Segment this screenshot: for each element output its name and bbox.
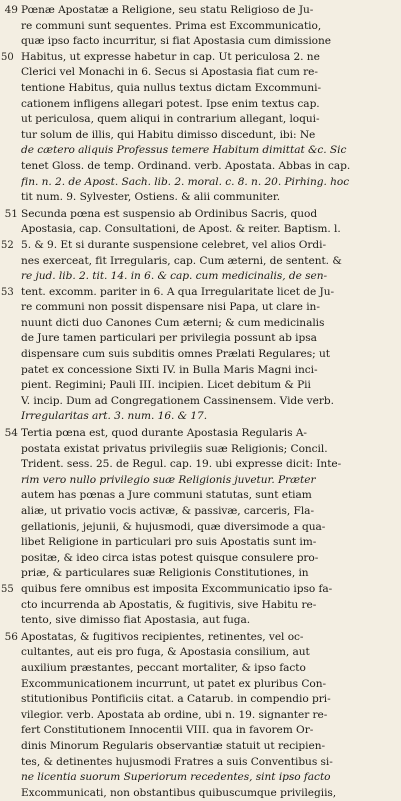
paragraph-4 — [0, 630, 395, 801]
text-line: libet Religione in particulari pro suis Apostatis sunt im- — [21, 536, 317, 549]
text-line: nes exerceat, fit Irregularis, cap. Cum æterni, de sentent. & — [21, 254, 342, 267]
paragraph-2 — [0, 207, 395, 425]
text-line: tenet Gloss. de temp. Ordinand. verb. Apostata. Abbas in cap. — [21, 159, 351, 172]
paragraph-3 — [0, 426, 395, 629]
text-line: cationem infligens allegari potest. Ipse enim textus cap. — [21, 97, 320, 110]
paragraph-3-text — [21, 426, 395, 629]
text-line: Apostatas, & fugitivos recipientes, retinentes, vel oc- — [21, 630, 304, 643]
text-line: 5. & 9. Et si durante suspensione celebret, vel alios Ordi- — [21, 238, 327, 251]
text-line: tentione Habitus, quia nullus textus dictam Excommuni- — [21, 81, 322, 94]
text-line: positæ, & ideo circa istas potest quisque consulere pro- — [21, 551, 319, 564]
text-line: dispensare cum suis subditis omnes Prælati Regulares; ut — [21, 348, 330, 361]
text-line: fin. n. 2. de Apost. Sach. lib. 2. moral. c. 8. n. 20. Pirhing. hoc — [21, 175, 350, 188]
text-line: vilegior. verb. Apostata ab ordine, ubi n. 19. signanter re- — [21, 708, 328, 721]
text-line: cto incurrenda ab Apostatis, & fugitivis, sive Habitu re- — [21, 598, 317, 611]
text-line: Trident. sess. 25. de Regul. cap. 19. ubi expresse dicit: Inte- — [21, 458, 342, 471]
text-line: quibus fere omnibus est imposita Excommunicatio ipso fa- — [21, 582, 333, 595]
text-line: ut periculosa, quem aliqui in contrarium allegant, loqui- — [21, 113, 320, 126]
text-line: aliæ, ut privatio vocis activæ, & passivæ, carceris, Fla- — [21, 505, 314, 517]
text-line: de cætero aliquis Professus temere Habitum dimittat &c. Sic — [21, 144, 347, 157]
margin-number: 55 — [1, 583, 14, 595]
text-line: fert Constitutionem Innocentii VIII. qua in favorem Or- — [21, 724, 314, 737]
margin-number: 53 — [1, 286, 14, 298]
text-line: Pœnæ Apostatæ a Religione, seu statu Religioso de Ju- — [21, 4, 314, 16]
text-line: gellationis, jejunii, & hujusmodi, quæ diversimode a qua- — [21, 520, 326, 533]
text-line: Excommunicationem incurrunt, ut patet ex pluribus Con- — [21, 677, 327, 690]
text-line: dinis Minorum Regularis observantiæ statuit ut recipien- — [21, 739, 326, 752]
paragraph-2-text — [21, 207, 395, 425]
text-line: rim vero nullo privilegio suæ Religionis juvetur. Præter — [21, 473, 316, 486]
text-line: Excommunicati, non obstantibus quibuscumque privilegiis, — [21, 786, 337, 799]
text-line: nuunt dicti duo Canones Cum æterni; & cum medicinalis — [21, 316, 325, 329]
text-line: ne licentia suorum Superiorum recedentes, sint ipso facto — [21, 771, 331, 784]
text-line: Tertia pœna est, quod durante Apostasia Regularis A- — [21, 427, 307, 440]
text-line: auxilium præstantes, peccant mortaliter, & ipso facto — [21, 661, 306, 674]
text-line: stitutionibus Pontificiis citat. a Catarub. in compendio pri- — [21, 693, 331, 706]
text-line: tit num. 9. Sylvester, Ostiens. & alii communiter. — [21, 191, 281, 204]
margin-number: 52 — [1, 239, 14, 251]
paragraph-number: 56 — [4, 630, 18, 643]
page-number: 49 — [4, 4, 18, 16]
text-line: Apostasia, cap. Consultationi, de Apost. & reiter. Baptism. l. — [21, 223, 341, 236]
text-line: autem has pœnas a Jure communi statutas, sunt etiam — [21, 489, 312, 502]
text-line: postata existat privatus privilegiis suæ Religionis; Concil. — [21, 442, 328, 455]
paragraph-4-text — [21, 630, 395, 801]
text-line: Secunda pœna est suspensio ab Ordinibus Sacris, quod — [21, 207, 318, 220]
text-line: patet ex concessione Sixti IV. in Bulla Maris Magni inci- — [21, 363, 318, 376]
text-line: cultantes, aut eis pro fuga, & Apostasia consilium, aut — [21, 646, 310, 659]
text-line: priæ, & particulares suæ Religionis Constitutiones, in — [21, 567, 309, 580]
paragraph-1-text — [21, 3, 395, 206]
text-line: tento, sive dimisso fiat Apostasia, aut fuga. — [21, 614, 251, 627]
text-line: de Jure tamen particulari per privilegia possunt ab ipsa — [21, 332, 317, 345]
paragraph-number: 51 — [4, 207, 18, 220]
paragraph-1 — [0, 3, 395, 206]
text-line: Clerici vel Monachi in 6. Secus si Apostasia fiat cum re- — [21, 66, 318, 79]
text-line: pient. Regimini; Pauli III. incipien. Licet debitum & Pii — [21, 379, 311, 392]
paragraph-number: 54 — [4, 427, 18, 440]
text-line: re jud. lib. 2. tit. 14. in 6. & cap. cum medicinalis, de sen- — [21, 270, 328, 283]
margin-number: 50 — [1, 51, 14, 63]
text-line: tes, & detinentes hujusmodi Fratres a suis Conventibus si- — [21, 755, 333, 768]
text-line: Irregularitas art. 3. num. 16. & 17. — [21, 410, 208, 423]
text-line: Habitus, ut expresse habetur in cap. Ut periculosa 2. ne — [21, 50, 320, 63]
text-line: re communi sunt sequentes. Prima est Excommunicatio, — [21, 19, 322, 32]
text-line: tent. excomm. pariter in 6. A qua Irregularitate licet de Ju- — [21, 285, 335, 298]
text-line: tur solum de illis, qui Habitu dimisso discedunt, ibi: Ne — [21, 128, 316, 141]
text-line: quæ ipso facto incurritur, si fiat Apostasia cum dimissione — [21, 35, 331, 48]
text-line: re communi non possit dispensare nisi Papa, ut clare in- — [21, 301, 320, 314]
text-line: V. incip. Dum ad Congregationem Cassinensem. Vide verb. — [21, 394, 334, 407]
